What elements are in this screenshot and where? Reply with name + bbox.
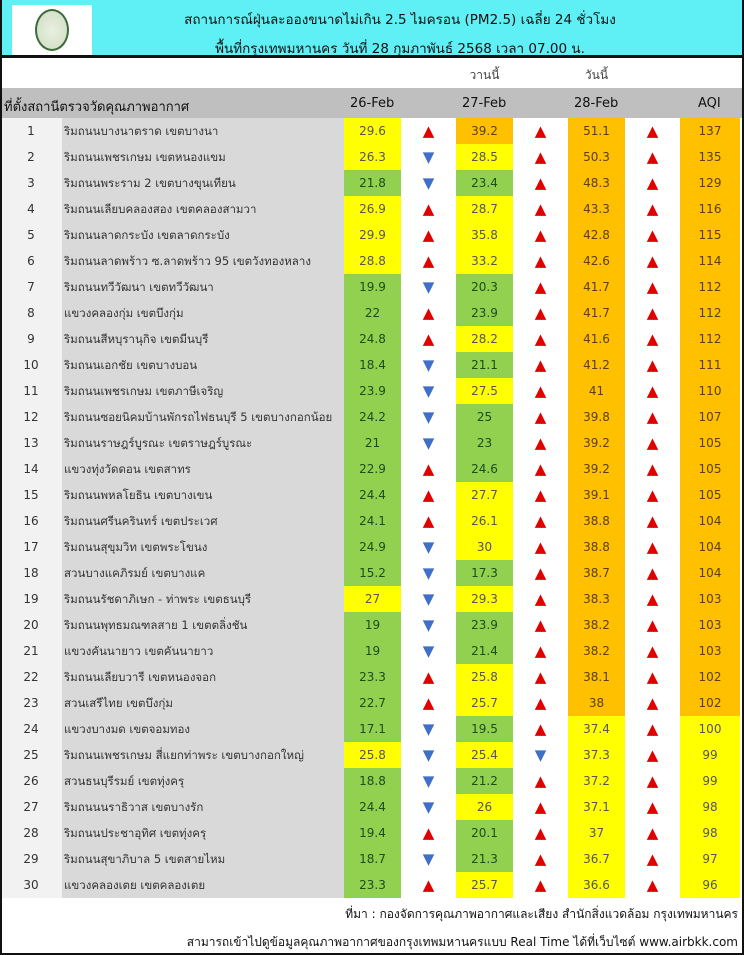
row-number: 21	[0, 638, 62, 664]
pm25-26feb: 29.6	[344, 118, 401, 144]
pm25-27feb: 23.9	[456, 612, 513, 638]
aqi-value: 112	[680, 300, 740, 326]
row-number: 6	[0, 248, 62, 274]
station-name: สวนเสรีไทย เขตบึงกุ่ม	[62, 690, 344, 716]
row-number: 10	[0, 352, 62, 378]
up-arrow-icon: ▲	[534, 824, 547, 842]
down-arrow-icon: ▼	[422, 616, 435, 634]
down-arrow-icon: ▼	[422, 564, 435, 582]
up-arrow-icon: ▲	[534, 772, 547, 790]
aqi-value: 104	[680, 534, 740, 560]
up-arrow-icon: ▲	[534, 148, 547, 166]
down-arrow-icon: ▼	[422, 278, 435, 296]
pm25-26feb: 24.8	[344, 326, 401, 352]
up-arrow-icon: ▲	[534, 382, 547, 400]
up-arrow-icon: ▲	[534, 356, 547, 374]
aqi-value: 102	[680, 690, 740, 716]
up-arrow-icon: ▲	[422, 226, 435, 244]
aqi-value: 104	[680, 508, 740, 534]
up-arrow-icon: ▲	[422, 460, 435, 478]
up-arrow-icon: ▲	[646, 382, 659, 400]
station-name: ริมถนนลาดกระบัง เขตลาดกระบัง	[62, 222, 344, 248]
aqi-value: 103	[680, 586, 740, 612]
up-arrow-icon: ▲	[534, 798, 547, 816]
pm25-26feb: 28.8	[344, 248, 401, 274]
pm25-28feb: 38	[568, 690, 625, 716]
station-name: แขวงคลองกุ่ม เขตบึงกุ่ม	[62, 300, 344, 326]
pm25-26feb: 19.4	[344, 820, 401, 846]
pm25-28feb: 48.3	[568, 170, 625, 196]
pm25-26feb: 22	[344, 300, 401, 326]
pm25-28feb: 38.3	[568, 586, 625, 612]
station-name: ริมถนนสีหบุรานุกิจ เขตมีนบุรี	[62, 326, 344, 352]
pm25-28feb: 42.8	[568, 222, 625, 248]
pm25-28feb: 41.7	[568, 300, 625, 326]
pm25-27feb: 29.3	[456, 586, 513, 612]
aqi-value: 98	[680, 820, 740, 846]
up-arrow-icon: ▲	[422, 694, 435, 712]
pm25-28feb: 38.8	[568, 508, 625, 534]
pm25-27feb: 35.8	[456, 222, 513, 248]
pm25-26feb: 24.2	[344, 404, 401, 430]
aqi-value: 112	[680, 326, 740, 352]
pm25-28feb: 51.1	[568, 118, 625, 144]
row-number: 15	[0, 482, 62, 508]
pm25-27feb: 25.8	[456, 664, 513, 690]
header-station: ที่ตั้งสถานีตรวจวัดคุณภาพอากาศ	[4, 100, 190, 115]
row-number: 9	[0, 326, 62, 352]
up-arrow-icon: ▲	[534, 538, 547, 556]
pm25-27feb: 20.3	[456, 274, 513, 300]
down-arrow-icon: ▼	[422, 590, 435, 608]
up-arrow-icon: ▲	[534, 434, 547, 452]
up-arrow-icon: ▲	[534, 330, 547, 348]
row-number: 8	[0, 300, 62, 326]
down-arrow-icon: ▼	[422, 538, 435, 556]
aqi-value: 103	[680, 638, 740, 664]
up-arrow-icon: ▲	[534, 460, 547, 478]
aqi-value: 105	[680, 482, 740, 508]
pm25-26feb: 24.4	[344, 794, 401, 820]
pm25-26feb: 23.3	[344, 872, 401, 898]
pm25-28feb: 41.6	[568, 326, 625, 352]
station-name: ริมถนนสุขุมวิท เขตพระโขนง	[62, 534, 344, 560]
down-arrow-icon: ▼	[422, 798, 435, 816]
up-arrow-icon: ▲	[646, 330, 659, 348]
pm25-26feb: 17.1	[344, 716, 401, 742]
row-number: 26	[0, 768, 62, 794]
pm25-28feb: 41.2	[568, 352, 625, 378]
station-name: ริมถนนพุทธมณฑลสาย 1 เขตตลิ่งชัน	[62, 612, 344, 638]
aqi-value: 105	[680, 456, 740, 482]
up-arrow-icon: ▲	[646, 486, 659, 504]
pm25-27feb: 25.7	[456, 872, 513, 898]
pm25-26feb: 24.9	[344, 534, 401, 560]
row-number: 22	[0, 664, 62, 690]
row-number: 16	[0, 508, 62, 534]
up-arrow-icon: ▲	[646, 356, 659, 374]
pm25-27feb: 33.2	[456, 248, 513, 274]
station-name: ริมถนนเพชรเกษม เขตภาษีเจริญ	[62, 378, 344, 404]
pm25-27feb: 24.6	[456, 456, 513, 482]
row-number: 19	[0, 586, 62, 612]
row-number: 4	[0, 196, 62, 222]
down-arrow-icon: ▼	[422, 408, 435, 426]
pm25-26feb: 27	[344, 586, 401, 612]
pm25-26feb: 18.4	[344, 352, 401, 378]
aqi-value: 99	[680, 768, 740, 794]
up-arrow-icon: ▲	[534, 174, 547, 192]
pm25-27feb: 28.2	[456, 326, 513, 352]
pm25-28feb: 50.3	[568, 144, 625, 170]
pm25-27feb: 17.3	[456, 560, 513, 586]
pm25-28feb: 39.2	[568, 456, 625, 482]
station-name: ริมถนนประชาอุทิศ เขตทุ่งครุ	[62, 820, 344, 846]
pm25-28feb: 42.6	[568, 248, 625, 274]
up-arrow-icon: ▲	[534, 200, 547, 218]
pm25-28feb: 38.2	[568, 612, 625, 638]
up-arrow-icon: ▲	[646, 538, 659, 556]
down-arrow-icon: ▼	[422, 434, 435, 452]
station-name: ริมถนนราษฎร์บูรณะ เขตราษฎร์บูรณะ	[62, 430, 344, 456]
pm25-26feb: 21.8	[344, 170, 401, 196]
up-arrow-icon: ▲	[646, 824, 659, 842]
pm25-26feb: 24.4	[344, 482, 401, 508]
pm25-27feb: 21.4	[456, 638, 513, 664]
up-arrow-icon: ▲	[422, 252, 435, 270]
up-arrow-icon: ▲	[646, 200, 659, 218]
pm25-26feb: 18.7	[344, 846, 401, 872]
pm25-27feb: 23.9	[456, 300, 513, 326]
station-name: ริมถนนพหลโยธิน เขตบางเขน	[62, 482, 344, 508]
aqi-value: 114	[680, 248, 740, 274]
up-arrow-icon: ▲	[422, 876, 435, 894]
pm25-26feb: 21	[344, 430, 401, 456]
row-number: 14	[0, 456, 62, 482]
pm25-26feb: 22.7	[344, 690, 401, 716]
up-arrow-icon: ▲	[646, 174, 659, 192]
up-arrow-icon: ▲	[534, 278, 547, 296]
up-arrow-icon: ▲	[534, 408, 547, 426]
aqi-value: 129	[680, 170, 740, 196]
pm25-26feb: 15.2	[344, 560, 401, 586]
up-arrow-icon: ▲	[534, 512, 547, 530]
up-arrow-icon: ▲	[646, 590, 659, 608]
pm25-28feb: 37.3	[568, 742, 625, 768]
up-arrow-icon: ▲	[534, 590, 547, 608]
aqi-value: 99	[680, 742, 740, 768]
aqi-value: 107	[680, 404, 740, 430]
pm25-27feb: 27.7	[456, 482, 513, 508]
row-number: 3	[0, 170, 62, 196]
row-number: 11	[0, 378, 62, 404]
row-number: 7	[0, 274, 62, 300]
header-27feb: 27-Feb	[462, 96, 507, 111]
today-label: วันนี้	[584, 68, 609, 82]
down-arrow-icon: ▼	[422, 746, 435, 764]
station-name: แขวงทุ่งวัดดอน เขตสาทร	[62, 456, 344, 482]
station-name: แขวงบางมด เขตจอมทอง	[62, 716, 344, 742]
up-arrow-icon: ▲	[534, 694, 547, 712]
station-name: ริมถนนเพชรเกษม เขตหนองแขม	[62, 144, 344, 170]
up-arrow-icon: ▲	[422, 668, 435, 686]
row-number: 1	[0, 118, 62, 144]
up-arrow-icon: ▲	[646, 642, 659, 660]
pm25-27feb: 21.1	[456, 352, 513, 378]
pm25-28feb: 36.6	[568, 872, 625, 898]
up-arrow-icon: ▲	[534, 876, 547, 894]
pm25-26feb: 19.9	[344, 274, 401, 300]
up-arrow-icon: ▲	[534, 850, 547, 868]
pm25-27feb: 23	[456, 430, 513, 456]
pm25-26feb: 29.9	[344, 222, 401, 248]
pm25-27feb: 27.5	[456, 378, 513, 404]
pm25-27feb: 20.1	[456, 820, 513, 846]
aqi-value: 104	[680, 560, 740, 586]
station-name: ริมถนนนราธิวาส เขตบางรัก	[62, 794, 344, 820]
aqi-value: 116	[680, 196, 740, 222]
up-arrow-icon: ▲	[646, 408, 659, 426]
pm25-27feb: 30	[456, 534, 513, 560]
station-name: ริมถนนทวีวัฒนา เขตทวีวัฒนา	[62, 274, 344, 300]
pm25-28feb: 41	[568, 378, 625, 404]
down-arrow-icon: ▼	[422, 382, 435, 400]
aqi-value: 112	[680, 274, 740, 300]
up-arrow-icon: ▲	[422, 486, 435, 504]
up-arrow-icon: ▲	[534, 564, 547, 582]
station-name: ริมถนนเลียบวารี เขตหนองจอก	[62, 664, 344, 690]
aqi-value: 111	[680, 352, 740, 378]
pm25-27feb: 21.2	[456, 768, 513, 794]
down-arrow-icon: ▼	[422, 174, 435, 192]
up-arrow-icon: ▲	[646, 304, 659, 322]
up-arrow-icon: ▲	[646, 252, 659, 270]
up-arrow-icon: ▲	[646, 668, 659, 686]
station-name: ริมถนนบางนาตราด เขตบางนา	[62, 118, 344, 144]
up-arrow-icon: ▲	[646, 616, 659, 634]
up-arrow-icon: ▲	[534, 720, 547, 738]
station-name: ริมถนนซอยนิคมบ้านพักรถไฟธนบุรี 5 เขตบางกอกน้อย	[62, 404, 344, 430]
pm25-27feb: 26.1	[456, 508, 513, 534]
row-number: 24	[0, 716, 62, 742]
up-arrow-icon: ▲	[534, 122, 547, 140]
pm25-27feb: 28.7	[456, 196, 513, 222]
pm25-28feb: 39.8	[568, 404, 625, 430]
up-arrow-icon: ▲	[646, 460, 659, 478]
up-arrow-icon: ▲	[646, 850, 659, 868]
pm25-27feb: 25.4	[456, 742, 513, 768]
pm25-27feb: 23.4	[456, 170, 513, 196]
down-arrow-icon: ▼	[422, 772, 435, 790]
pm25-28feb: 38.2	[568, 638, 625, 664]
up-arrow-icon: ▲	[646, 798, 659, 816]
pm25-26feb: 24.1	[344, 508, 401, 534]
up-arrow-icon: ▲	[646, 434, 659, 452]
pm25-27feb: 28.5	[456, 144, 513, 170]
header-26feb: 26-Feb	[350, 96, 395, 111]
up-arrow-icon: ▲	[646, 512, 659, 530]
pm25-27feb: 19.5	[456, 716, 513, 742]
pm25-26feb: 19	[344, 612, 401, 638]
header-28feb: 28-Feb	[574, 96, 619, 111]
station-name: ริมถนนเพชรเกษม สี่แยกท่าพระ เขตบางกอกใหญ่	[62, 742, 344, 768]
pm25-27feb: 25	[456, 404, 513, 430]
pm25-28feb: 37.4	[568, 716, 625, 742]
up-arrow-icon: ▲	[646, 876, 659, 894]
up-arrow-icon: ▲	[534, 252, 547, 270]
pm25-28feb: 39.2	[568, 430, 625, 456]
row-number: 25	[0, 742, 62, 768]
up-arrow-icon: ▲	[646, 772, 659, 790]
station-name: ริมถนนรัชดาภิเษก - ท่าพระ เขตธนบุรี	[62, 586, 344, 612]
header-aqi: AQI	[698, 96, 721, 111]
aqi-value: 100	[680, 716, 740, 742]
up-arrow-icon: ▲	[422, 122, 435, 140]
up-arrow-icon: ▲	[646, 122, 659, 140]
aqi-value: 98	[680, 794, 740, 820]
pm25-26feb: 22.9	[344, 456, 401, 482]
row-number: 17	[0, 534, 62, 560]
down-arrow-icon: ▼	[422, 642, 435, 660]
pm25-27feb: 25.7	[456, 690, 513, 716]
up-arrow-icon: ▲	[534, 486, 547, 504]
title-line-1: สถานการณ์ฝุ่นละอองขนาดไม่เกิน 2.5 ไมครอน (PM2.5) เฉลี่ย 24 ชั่วโมง	[184, 12, 616, 28]
up-arrow-icon: ▲	[534, 226, 547, 244]
station-name: แขวงคลองเตย เขตคลองเตย	[62, 872, 344, 898]
up-arrow-icon: ▲	[534, 668, 547, 686]
row-number: 30	[0, 872, 62, 898]
pm25-27feb: 26	[456, 794, 513, 820]
pm25-26feb: 19	[344, 638, 401, 664]
up-arrow-icon: ▲	[534, 642, 547, 660]
yesterday-label: วานนี้	[469, 68, 500, 82]
up-arrow-icon: ▲	[646, 148, 659, 166]
station-name: ริมถนนเลียบคลองสอง เขตคลองสามวา	[62, 196, 344, 222]
down-arrow-icon: ▼	[422, 720, 435, 738]
down-arrow-icon: ▼	[422, 148, 435, 166]
aqi-value: 103	[680, 612, 740, 638]
row-number: 2	[0, 144, 62, 170]
pm25-28feb: 38.8	[568, 534, 625, 560]
station-name: ริมถนนเอกชัย เขตบางบอน	[62, 352, 344, 378]
aqi-value: 137	[680, 118, 740, 144]
pm25-26feb: 25.8	[344, 742, 401, 768]
up-arrow-icon: ▲	[646, 720, 659, 738]
up-arrow-icon: ▲	[422, 304, 435, 322]
pm25-28feb: 37.1	[568, 794, 625, 820]
pm25-28feb: 38.1	[568, 664, 625, 690]
pm25-28feb: 37.2	[568, 768, 625, 794]
aqi-value: 110	[680, 378, 740, 404]
row-number: 13	[0, 430, 62, 456]
station-name: ริมถนนศรีนครินทร์ เขตประเวศ	[62, 508, 344, 534]
pm25-28feb: 36.7	[568, 846, 625, 872]
row-number: 23	[0, 690, 62, 716]
row-number: 28	[0, 820, 62, 846]
up-arrow-icon: ▲	[534, 304, 547, 322]
row-number: 5	[0, 222, 62, 248]
aqi-value: 97	[680, 846, 740, 872]
aqi-value: 96	[680, 872, 740, 898]
up-arrow-icon: ▲	[646, 278, 659, 296]
pm25-27feb: 21.3	[456, 846, 513, 872]
down-arrow-icon: ▼	[422, 356, 435, 374]
pm25-28feb: 37	[568, 820, 625, 846]
station-name: ริมถนนลาดพร้าว ซ.ลาดพร้าว 95 เขตวังทองหลาง	[62, 248, 344, 274]
pm25-28feb: 38.7	[568, 560, 625, 586]
pm25-28feb: 43.3	[568, 196, 625, 222]
row-number: 27	[0, 794, 62, 820]
pm25-26feb: 23.3	[344, 664, 401, 690]
up-arrow-icon: ▲	[646, 226, 659, 244]
row-number: 12	[0, 404, 62, 430]
up-arrow-icon: ▲	[422, 512, 435, 530]
up-arrow-icon: ▲	[422, 824, 435, 842]
station-name: ริมถนนพระราม 2 เขตบางขุนเทียน	[62, 170, 344, 196]
pm25-26feb: 26.9	[344, 196, 401, 222]
row-number: 18	[0, 560, 62, 586]
aqi-value: 135	[680, 144, 740, 170]
aqi-value: 115	[680, 222, 740, 248]
row-number: 29	[0, 846, 62, 872]
station-name: ริมถนนสุขาภิบาล 5 เขตสายไหม	[62, 846, 344, 872]
down-arrow-icon: ▼	[422, 850, 435, 868]
up-arrow-icon: ▲	[422, 330, 435, 348]
station-name: สวนธนบุรีรมย์ เขตทุ่งครุ	[62, 768, 344, 794]
pm25-26feb: 18.8	[344, 768, 401, 794]
row-number: 20	[0, 612, 62, 638]
aqi-value: 105	[680, 430, 740, 456]
up-arrow-icon: ▲	[646, 746, 659, 764]
up-arrow-icon: ▲	[534, 616, 547, 634]
station-name: สวนบางแคภิรมย์ เขตบางแค	[62, 560, 344, 586]
down-arrow-icon: ▼	[534, 746, 547, 764]
pm25-28feb: 41.7	[568, 274, 625, 300]
up-arrow-icon: ▲	[646, 694, 659, 712]
pm25-28feb: 39.1	[568, 482, 625, 508]
up-arrow-icon: ▲	[646, 564, 659, 582]
pm25-27feb: 39.2	[456, 118, 513, 144]
pm25-26feb: 26.3	[344, 144, 401, 170]
station-name: แขวงคันนายาว เขตคันนายาว	[62, 638, 344, 664]
source-note: ที่มา : กองจัดการคุณภาพอากาศและเสียง สำนักสิ่งแวดล้อม กรุงเทพมหานคร	[345, 907, 738, 921]
aqi-value: 102	[680, 664, 740, 690]
title-line-2: พื้นที่กรุงเทพมหานคร วันที่ 28 กุมภาพันธ์ 2568 เวลา 07.00 น.	[215, 41, 585, 57]
up-arrow-icon: ▲	[422, 200, 435, 218]
realtime-note: สามารถเข้าไปดูข้อมูลคุณภาพอากาศของกรุงเทพมหานครแบบ Real Time ได้ที่เว็บไซต์ www.airbkk.com	[186, 935, 738, 949]
pm25-26feb: 23.9	[344, 378, 401, 404]
